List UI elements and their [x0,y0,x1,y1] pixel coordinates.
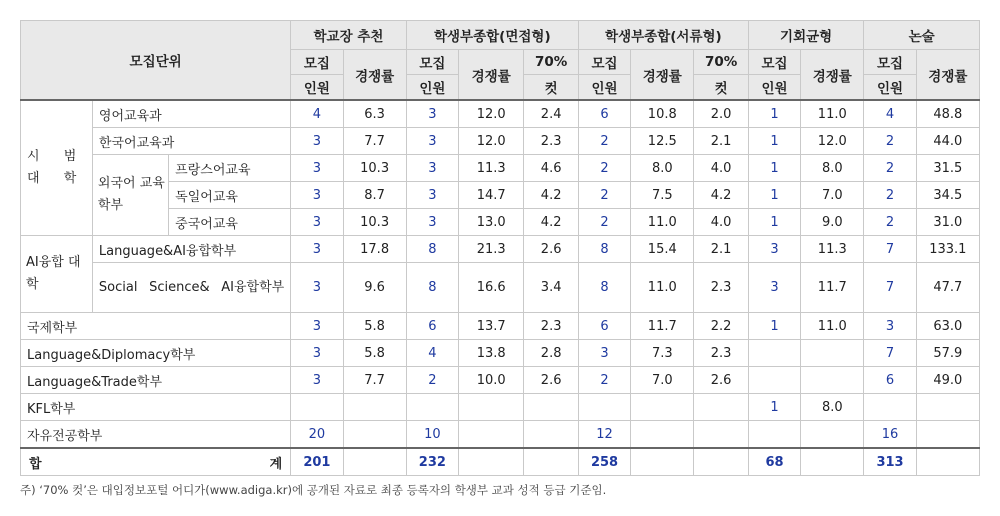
table-cell [916,421,979,449]
table-cell: 3 [291,182,343,209]
table-cell: 1 [748,182,800,209]
table-cell: 3 [748,236,800,263]
table-cell: 11.0 [631,263,694,313]
table-cell: 4.2 [694,182,749,209]
table-cell: 10.0 [459,367,524,394]
table-cell: 34.5 [916,182,979,209]
table-cell: 1 [748,313,800,340]
table-cell: 1 [748,209,800,236]
table-cell: 3 [291,313,343,340]
admission-stats-table [20,20,980,476]
group-label-ai: AI융합 대 학 [21,236,93,313]
table-cell: 3 [291,340,343,367]
group-label-sabeom: 시 범 대 학 [21,100,93,236]
total-cell: 201 [291,448,343,476]
table-cell: 2.3 [694,263,749,313]
table-cell [864,394,916,421]
table-cell: 11.0 [801,313,864,340]
table-cell: 3 [406,155,458,182]
table-cell: 3 [291,236,343,263]
table-cell: 1 [748,155,800,182]
table-cell: 63.0 [916,313,979,340]
table-cell: 11.3 [459,155,524,182]
table-cell: 12.5 [631,128,694,155]
table-row [21,340,980,367]
total-label-left: 합 [29,456,42,472]
table-cell: 13.7 [459,313,524,340]
header-rate: 경쟁률 [801,50,864,101]
table-cell: 8.0 [631,155,694,182]
table-cell: 1 [748,128,800,155]
table-cell: 20 [291,421,343,449]
table-cell [343,394,406,421]
header-rate: 경쟁률 [916,50,979,101]
table-cell: 4.2 [524,209,579,236]
table-cell: 2 [864,128,916,155]
header-quota: 모집 [578,50,630,75]
header-rate: 경쟁률 [631,50,694,101]
table-cell: 2.6 [524,367,579,394]
total-label-right: 계 [269,456,283,472]
table-cell [291,394,343,421]
table-cell: 9.0 [801,209,864,236]
table-cell: 8 [578,236,630,263]
table-cell: 3 [406,100,458,128]
table-cell: 4.0 [694,209,749,236]
table-cell [406,394,458,421]
table-cell [748,340,800,367]
table-cell: 8.0 [801,394,864,421]
table-cell: 10.8 [631,100,694,128]
table-cell: 16 [864,421,916,449]
header-cut: 컷 [694,75,749,101]
table-cell: 4.6 [524,155,579,182]
total-cell: 313 [864,448,916,476]
table-cell: 3 [406,209,458,236]
table-cell: 12.0 [801,128,864,155]
table-cell: 2 [864,209,916,236]
row-name: 한국어교육과 [92,128,290,155]
table-cell: 1 [748,394,800,421]
table-cell [459,421,524,449]
table-cell: 2.6 [524,236,579,263]
header-quota: 인원 [748,75,800,101]
table-cell: 3 [748,263,800,313]
table-cell: 44.0 [916,128,979,155]
table-cell: 2 [578,182,630,209]
row-name: 영어교육과 [92,100,290,128]
table-cell: 4 [864,100,916,128]
table-cell [748,421,800,449]
table-cell: 2.1 [694,128,749,155]
table-cell: 7.3 [631,340,694,367]
table-cell: 14.7 [459,182,524,209]
table-cell: 2.3 [524,313,579,340]
table-cell [801,421,864,449]
table-cell: 7 [864,263,916,313]
table-cell: 2.2 [694,313,749,340]
header-cut: 컷 [524,75,579,101]
row-name: Language&AI융합학부 [92,236,290,263]
table-cell: 6.3 [343,100,406,128]
header-quota: 인원 [578,75,630,101]
table-cell: 3.4 [524,263,579,313]
row-name: 자유전공학부 [21,421,291,449]
admission-table-wrap [20,20,980,476]
table-cell: 10 [406,421,458,449]
table-row [21,367,980,394]
table-cell: 2 [406,367,458,394]
table-cell: 2 [578,155,630,182]
header-quota: 인원 [291,75,343,101]
header-quota: 모집 [748,50,800,75]
total-cell [916,448,979,476]
table-cell: 31.5 [916,155,979,182]
header-group: 학교장 추천 [291,21,406,50]
table-row [21,236,980,263]
header-unit: 모집단위 [21,21,291,101]
row-name: 독일어교육 [169,182,291,209]
table-cell: 57.9 [916,340,979,367]
table-cell: 10.3 [343,209,406,236]
table-cell: 10.3 [343,155,406,182]
table-cell: 4.0 [694,155,749,182]
header-group: 학생부종합(서류형) [578,21,748,50]
table-cell: 48.8 [916,100,979,128]
total-cell: 258 [578,448,630,476]
table-cell: 2.0 [694,100,749,128]
table-cell [801,367,864,394]
table-cell: 7.5 [631,182,694,209]
total-cell [343,448,406,476]
table-cell: 3 [864,313,916,340]
total-cell [524,448,579,476]
table-cell: 8 [406,263,458,313]
row-name: 프랑스어교육 [169,155,291,182]
table-cell: 1 [748,100,800,128]
header-cut: 70% [694,50,749,75]
table-cell: 5.8 [343,340,406,367]
table-cell: 8 [406,236,458,263]
table-cell: 13.0 [459,209,524,236]
row-name: KFL학부 [21,394,291,421]
table-cell: 7 [864,236,916,263]
table-cell [524,421,579,449]
table-cell: 3 [291,263,343,313]
table-row [21,313,980,340]
table-cell [524,394,579,421]
table-row [21,100,980,128]
table-cell: 3 [406,182,458,209]
table-row [21,421,980,449]
table-cell: 11.7 [801,263,864,313]
table-cell: 4.2 [524,182,579,209]
table-cell: 7.7 [343,128,406,155]
table-cell: 16.6 [459,263,524,313]
table-cell: 2 [578,128,630,155]
row-name: 국제학부 [21,313,291,340]
total-row [21,448,980,476]
table-cell: 5.8 [343,313,406,340]
table-cell: 2.6 [694,367,749,394]
table-cell: 7.7 [343,367,406,394]
table-cell: 9.6 [343,263,406,313]
table-cell [694,421,749,449]
table-row [21,263,980,313]
total-cell: 232 [406,448,458,476]
header-cut: 70% [524,50,579,75]
table-cell: 2.3 [694,340,749,367]
table-cell: 11.7 [631,313,694,340]
row-name: Social Science& AI융합학부 [92,263,290,313]
header-rate: 경쟁률 [459,50,524,101]
table-cell: 6 [578,313,630,340]
table-cell: 6 [864,367,916,394]
table-row [21,128,980,155]
table-cell: 8.7 [343,182,406,209]
table-cell [916,394,979,421]
table-cell: 11.3 [801,236,864,263]
header-quota: 모집 [864,50,916,75]
total-cell [459,448,524,476]
header-quota: 모집 [291,50,343,75]
table-cell [631,421,694,449]
header-quota: 인원 [406,75,458,101]
table-cell [578,394,630,421]
header-quota: 모집 [406,50,458,75]
table-cell [748,367,800,394]
table-cell: 12.0 [459,128,524,155]
table-cell: 49.0 [916,367,979,394]
table-cell: 3 [291,209,343,236]
table-cell: 4 [291,100,343,128]
table-cell: 3 [291,128,343,155]
table-cell: 4 [406,340,458,367]
table-cell: 3 [291,367,343,394]
table-cell: 7 [864,340,916,367]
table-cell: 2.8 [524,340,579,367]
table-cell [801,340,864,367]
table-cell: 21.3 [459,236,524,263]
total-cell [801,448,864,476]
table-cell: 133.1 [916,236,979,263]
total-label [21,448,291,476]
total-cell: 68 [748,448,800,476]
row-name: Language&Diplomacy학부 [21,340,291,367]
table-cell: 2 [578,209,630,236]
total-cell [694,448,749,476]
table-cell: 3 [291,155,343,182]
table-cell: 12 [578,421,630,449]
footnote: 주) ‘70% 컷’은 대입정보포털 어디가(www.adiga.kr)에 공개된 자료로 최종 등록자의 학생부 교과 성적 등급 기준임. [20,483,607,497]
table-cell: 6 [406,313,458,340]
table-cell [459,394,524,421]
row-name: Language&Trade학부 [21,367,291,394]
table-body [21,100,980,476]
table-row [21,155,980,182]
table-cell: 11.0 [631,209,694,236]
header-quota: 인원 [864,75,916,101]
header-group: 학생부종합(면접형) [406,21,578,50]
table-cell [343,421,406,449]
table-cell: 12.0 [459,100,524,128]
header-rate: 경쟁률 [343,50,406,101]
table-cell: 2.1 [694,236,749,263]
table-cell: 2 [578,367,630,394]
table-cell: 2 [864,155,916,182]
header-row-groups [21,21,980,50]
header-group: 기회균형 [748,21,864,50]
table-cell: 7.0 [631,367,694,394]
table-cell: 15.4 [631,236,694,263]
table-cell: 31.0 [916,209,979,236]
table-cell: 47.7 [916,263,979,313]
table-cell: 13.8 [459,340,524,367]
table-cell: 8 [578,263,630,313]
table-cell: 8.0 [801,155,864,182]
table-row [21,394,980,421]
total-cell [631,448,694,476]
table-cell: 7.0 [801,182,864,209]
group-label-foreign: 외국어 교육학부 [92,155,168,236]
table-cell: 2.4 [524,100,579,128]
table-cell [631,394,694,421]
table-cell: 6 [578,100,630,128]
table-cell: 3 [406,128,458,155]
table-cell: 3 [578,340,630,367]
table-cell: 2.3 [524,128,579,155]
header-group: 논술 [864,21,980,50]
table-cell: 17.8 [343,236,406,263]
row-name: 중국어교육 [169,209,291,236]
table-cell: 2 [864,182,916,209]
table-cell [694,394,749,421]
table-cell: 11.0 [801,100,864,128]
